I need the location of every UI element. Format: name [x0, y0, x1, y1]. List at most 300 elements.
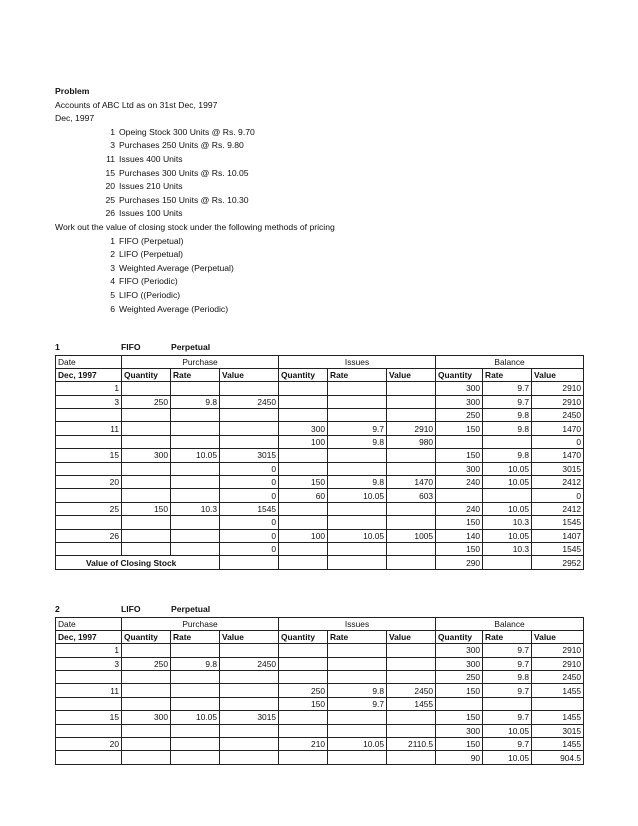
table-cell: 2910: [532, 382, 584, 395]
table-cell: 210: [279, 738, 328, 751]
table-cell: [220, 422, 279, 435]
table-cell: [279, 502, 328, 515]
method-item-text: FIFO (Periodic): [119, 276, 178, 287]
problem-line-1: Accounts of ABC Ltd as on 31st Dec, 1997: [55, 99, 218, 110]
table-cell: 9.7: [483, 738, 532, 751]
table-cell: [387, 657, 436, 670]
table-cell: [122, 476, 171, 489]
table-cell: 9.8: [483, 449, 532, 462]
table-cell: 25: [56, 502, 122, 515]
table-cell: 9.7: [483, 684, 532, 697]
table-cell: [279, 644, 328, 657]
table-row: [56, 697, 584, 710]
method-item-text: FIFO (Perpetual): [119, 235, 184, 246]
table-cell: [220, 697, 279, 710]
table-cell: [122, 697, 171, 710]
table-cell: [483, 435, 532, 448]
table-cell: 904.5: [532, 751, 584, 764]
rate-header: Rate: [171, 368, 220, 381]
table-cell: [56, 751, 122, 764]
table-cell: [171, 697, 220, 710]
transaction-item-text: Issues 210 Units: [119, 181, 183, 192]
table-cell: 9.8: [328, 435, 387, 448]
table-row: [56, 529, 584, 542]
table-cell: [122, 409, 171, 422]
rate-header: Rate: [328, 630, 387, 643]
table-cell: 1455: [387, 697, 436, 710]
table-cell: [220, 751, 279, 764]
table-cell: [483, 489, 532, 502]
lifo-table: [55, 617, 584, 765]
rate-header: Rate: [483, 368, 532, 381]
transaction-item: [55, 139, 595, 153]
table-cell: [328, 462, 387, 475]
table-cell: 300: [436, 382, 483, 395]
table-cell: [171, 462, 220, 475]
table-cell: [328, 644, 387, 657]
method-item-number: 1: [110, 235, 115, 246]
method-item-text: LIFO (Perpetual): [119, 249, 183, 260]
transaction-item: [55, 126, 595, 140]
table-cell: 2910: [532, 657, 584, 670]
table-cell: [171, 435, 220, 448]
fifo-header-row-1: [56, 355, 584, 368]
table-cell: [387, 382, 436, 395]
issues-header: Issues: [279, 355, 436, 368]
balance-header: Balance: [436, 355, 584, 368]
table-cell: 10.05: [328, 489, 387, 502]
table-cell: [122, 422, 171, 435]
table-cell: 9.8: [171, 657, 220, 670]
table-cell: 10.05: [483, 476, 532, 489]
table-cell: 9.7: [328, 697, 387, 710]
method-item: [55, 275, 595, 289]
table-cell: 10.05: [483, 502, 532, 515]
table-cell: 150: [436, 449, 483, 462]
table-cell: [279, 516, 328, 529]
table-cell: 1470: [532, 422, 584, 435]
table-cell: 1470: [387, 476, 436, 489]
method-item: [55, 289, 595, 303]
table-cell: [122, 738, 171, 751]
value-header: Value: [387, 630, 436, 643]
transaction-item: [55, 194, 595, 208]
table-cell: 9.8: [483, 671, 532, 684]
fifo-section-header: [55, 341, 584, 355]
table-cell: 10.05: [483, 751, 532, 764]
table-cell: [328, 542, 387, 555]
table-row: [56, 711, 584, 724]
table-cell: [436, 697, 483, 710]
quantity-header: Quantity: [436, 630, 483, 643]
table-cell: [122, 542, 171, 555]
table-cell: [122, 671, 171, 684]
dec-header: Dec, 1997: [56, 630, 122, 643]
closing-stock-value: 2952: [532, 556, 584, 569]
method-item-number: 4: [110, 276, 115, 287]
table-row: [56, 671, 584, 684]
dec-header: Dec, 1997: [56, 368, 122, 381]
table-cell: [387, 556, 436, 569]
table-cell: [171, 724, 220, 737]
table-cell: [171, 529, 220, 542]
table-cell: 10.05: [328, 738, 387, 751]
table-cell: [436, 489, 483, 502]
lifo-header-row-1: [56, 617, 584, 630]
table-cell: 250: [122, 395, 171, 408]
table-cell: [279, 462, 328, 475]
closing-stock-label: Value of Closing Stock: [56, 556, 220, 569]
table-cell: [279, 382, 328, 395]
table-cell: 9.8: [171, 395, 220, 408]
table-cell: 150: [279, 476, 328, 489]
table-cell: 26: [56, 529, 122, 542]
table-cell: [328, 395, 387, 408]
fifo-method-label: FIFO: [121, 342, 141, 352]
closing-stock-quantity: 290: [436, 556, 483, 569]
table-cell: 0: [220, 476, 279, 489]
transaction-item-number: 3: [110, 140, 115, 151]
table-cell: [328, 724, 387, 737]
table-cell: [387, 409, 436, 422]
table-cell: 9.8: [483, 422, 532, 435]
table-cell: 1545: [220, 502, 279, 515]
lifo-table-body: [56, 644, 584, 765]
quantity-header: Quantity: [279, 368, 328, 381]
method-item-text: LIFO ((Periodic): [119, 289, 181, 300]
transaction-item-number: 20: [105, 181, 115, 192]
rate-header: Rate: [171, 630, 220, 643]
table-cell: 2910: [532, 644, 584, 657]
table-cell: [279, 542, 328, 555]
table-cell: 150: [436, 422, 483, 435]
table-cell: [56, 542, 122, 555]
table-cell: 3015: [532, 462, 584, 475]
transaction-item-number: 15: [105, 167, 115, 178]
table-cell: 1: [56, 644, 122, 657]
lifo-section: [55, 603, 584, 765]
table-row: [56, 382, 584, 395]
table-cell: [279, 449, 328, 462]
table-cell: 10.3: [483, 542, 532, 555]
table-cell: [328, 711, 387, 724]
method-item-text: Weighted Average (Periodic): [119, 303, 229, 314]
fifo-table-body: [56, 382, 584, 556]
table-cell: [171, 738, 220, 751]
lifo-type-label: Perpetual: [171, 604, 211, 614]
method-item: [55, 235, 595, 249]
table-cell: 10.3: [171, 502, 220, 515]
method-item-number: 6: [110, 303, 115, 314]
table-cell: 250: [279, 684, 328, 697]
table-cell: [220, 724, 279, 737]
issues-header: Issues: [279, 617, 436, 630]
table-cell: [171, 671, 220, 684]
table-cell: 603: [387, 489, 436, 502]
table-row: [56, 476, 584, 489]
problem-line-2: Dec, 1997: [55, 113, 95, 124]
table-cell: 250: [436, 409, 483, 422]
transaction-item-number: 25: [105, 194, 115, 205]
table-cell: [220, 435, 279, 448]
table-cell: 150: [436, 684, 483, 697]
table-cell: [56, 671, 122, 684]
table-cell: 150: [436, 738, 483, 751]
table-cell: 10.05: [171, 449, 220, 462]
method-item: [55, 262, 595, 276]
quantity-header: Quantity: [279, 630, 328, 643]
table-cell: [387, 751, 436, 764]
table-cell: 1455: [532, 711, 584, 724]
value-header: Value: [532, 368, 584, 381]
table-cell: [171, 516, 220, 529]
table-cell: 300: [279, 422, 328, 435]
table-cell: [122, 382, 171, 395]
table-row: [56, 489, 584, 502]
table-cell: 2450: [532, 409, 584, 422]
table-cell: [279, 409, 328, 422]
table-cell: 9.8: [328, 684, 387, 697]
table-cell: [279, 711, 328, 724]
table-cell: [387, 502, 436, 515]
table-cell: 9.7: [483, 382, 532, 395]
table-cell: 150: [122, 502, 171, 515]
table-cell: [56, 409, 122, 422]
lifo-section-header: [55, 603, 584, 617]
table-row: [56, 542, 584, 555]
table-cell: 100: [279, 435, 328, 448]
table-cell: [328, 502, 387, 515]
table-cell: 10.3: [483, 516, 532, 529]
method-item: [55, 303, 595, 317]
table-cell: [171, 751, 220, 764]
table-cell: 1545: [532, 516, 584, 529]
table-cell: 1470: [532, 449, 584, 462]
transaction-item-text: Opeing Stock 300 Units @ Rs. 9.70: [119, 126, 255, 137]
table-cell: [220, 556, 279, 569]
transaction-item-number: 1: [110, 126, 115, 137]
table-cell: [122, 751, 171, 764]
table-cell: 3: [56, 657, 122, 670]
table-cell: 1407: [532, 529, 584, 542]
table-cell: [122, 489, 171, 502]
transaction-item: [55, 180, 595, 194]
table-cell: 15: [56, 449, 122, 462]
table-cell: [532, 697, 584, 710]
table-cell: 2412: [532, 476, 584, 489]
table-cell: [387, 644, 436, 657]
table-cell: 3015: [220, 711, 279, 724]
table-cell: 0: [220, 542, 279, 555]
table-cell: [122, 529, 171, 542]
transaction-item-number: 11: [106, 153, 115, 164]
transaction-item: [55, 153, 595, 167]
table-cell: 150: [436, 542, 483, 555]
table-cell: 980: [387, 435, 436, 448]
table-cell: 300: [122, 449, 171, 462]
value-header: Value: [532, 630, 584, 643]
lifo-method-label: LIFO: [121, 604, 141, 614]
table-cell: 240: [436, 476, 483, 489]
table-cell: [56, 462, 122, 475]
table-cell: 2450: [387, 684, 436, 697]
table-cell: [328, 751, 387, 764]
table-row: [56, 516, 584, 529]
table-cell: 10.05: [483, 462, 532, 475]
table-cell: [220, 671, 279, 684]
table-cell: [220, 382, 279, 395]
table-cell: [122, 462, 171, 475]
quantity-header: Quantity: [122, 368, 171, 381]
table-cell: 9.7: [483, 657, 532, 670]
table-cell: [56, 435, 122, 448]
table-cell: [171, 476, 220, 489]
problem-statement: [55, 85, 595, 316]
table-cell: [171, 542, 220, 555]
table-cell: 150: [436, 516, 483, 529]
value-header: Value: [220, 368, 279, 381]
value-header: Value: [387, 368, 436, 381]
table-cell: [122, 724, 171, 737]
table-cell: [279, 657, 328, 670]
table-cell: 9.7: [483, 644, 532, 657]
table-cell: [387, 671, 436, 684]
table-cell: [171, 409, 220, 422]
table-cell: 150: [436, 711, 483, 724]
table-row: [56, 395, 584, 408]
table-cell: [56, 724, 122, 737]
table-cell: [328, 556, 387, 569]
table-cell: 10.05: [171, 711, 220, 724]
problem-instruction: Work out the value of closing stock under the following methods of pricing: [55, 221, 335, 232]
fifo-header-row-2: [56, 368, 584, 381]
lifo-section-number: 2: [55, 604, 60, 614]
table-cell: 60: [279, 489, 328, 502]
table-cell: [220, 409, 279, 422]
table-cell: 0: [220, 529, 279, 542]
fifo-section: [55, 341, 584, 570]
purchase-header: Purchase: [122, 355, 279, 368]
table-cell: 3015: [532, 724, 584, 737]
table-cell: [122, 516, 171, 529]
date-header: Date: [56, 617, 122, 630]
table-row: [56, 449, 584, 462]
table-cell: [387, 516, 436, 529]
table-cell: 0: [532, 435, 584, 448]
fifo-closing-row: [56, 556, 584, 569]
table-row: [56, 657, 584, 670]
quantity-header: Quantity: [436, 368, 483, 381]
table-cell: 300: [436, 657, 483, 670]
table-cell: [387, 724, 436, 737]
table-cell: [122, 684, 171, 697]
transaction-item: [55, 207, 595, 221]
table-cell: 9.8: [328, 476, 387, 489]
table-cell: 10.05: [483, 724, 532, 737]
table-cell: [171, 644, 220, 657]
table-row: [56, 462, 584, 475]
table-cell: [171, 422, 220, 435]
table-cell: 9.7: [483, 395, 532, 408]
table-row: [56, 435, 584, 448]
table-cell: [328, 449, 387, 462]
table-cell: [279, 395, 328, 408]
table-cell: [328, 657, 387, 670]
date-header: Date: [56, 355, 122, 368]
table-cell: 300: [436, 724, 483, 737]
table-cell: 3015: [220, 449, 279, 462]
transaction-item: [55, 167, 595, 181]
table-row: [56, 751, 584, 764]
transaction-item-text: Purchases 250 Units @ Rs. 9.80: [119, 140, 244, 151]
table-cell: [122, 644, 171, 657]
table-cell: [171, 489, 220, 502]
method-item-number: 2: [110, 249, 115, 260]
method-item-text: Weighted Average (Perpetual): [119, 262, 234, 273]
table-cell: 2412: [532, 502, 584, 515]
table-cell: 1455: [532, 684, 584, 697]
table-row: [56, 422, 584, 435]
table-cell: 0: [532, 489, 584, 502]
table-cell: 150: [279, 697, 328, 710]
table-cell: 10.05: [483, 529, 532, 542]
transaction-list: [55, 126, 595, 221]
lifo-header-row-2: [56, 630, 584, 643]
table-cell: [436, 435, 483, 448]
table-cell: 240: [436, 502, 483, 515]
table-row: [56, 409, 584, 422]
table-cell: [387, 449, 436, 462]
table-cell: 140: [436, 529, 483, 542]
table-cell: [328, 516, 387, 529]
table-cell: 90: [436, 751, 483, 764]
table-cell: [387, 462, 436, 475]
transaction-item-text: Purchases 300 Units @ Rs. 10.05: [119, 167, 249, 178]
table-row: [56, 684, 584, 697]
transaction-item-number: 26: [105, 208, 115, 219]
table-cell: 20: [56, 476, 122, 489]
table-cell: 10.05: [328, 529, 387, 542]
problem-heading: Problem: [55, 86, 90, 96]
table-cell: [56, 489, 122, 502]
table-cell: 2450: [220, 395, 279, 408]
table-cell: 15: [56, 711, 122, 724]
table-cell: [171, 684, 220, 697]
table-cell: [56, 516, 122, 529]
table-cell: 1005: [387, 529, 436, 542]
rate-header: Rate: [483, 630, 532, 643]
table-cell: [387, 542, 436, 555]
table-row: [56, 644, 584, 657]
table-row: [56, 724, 584, 737]
table-cell: 250: [122, 657, 171, 670]
table-cell: 3: [56, 395, 122, 408]
table-cell: [328, 409, 387, 422]
table-cell: [483, 697, 532, 710]
table-cell: 250: [436, 671, 483, 684]
table-cell: [279, 751, 328, 764]
table-cell: [279, 724, 328, 737]
table-row: [56, 738, 584, 751]
table-cell: 2110.5: [387, 738, 436, 751]
value-header: Value: [220, 630, 279, 643]
fifo-type-label: Perpetual: [171, 342, 211, 352]
table-row: [56, 502, 584, 515]
table-cell: [220, 738, 279, 751]
table-cell: 1455: [532, 738, 584, 751]
table-cell: [328, 382, 387, 395]
method-item-number: 3: [110, 262, 115, 273]
